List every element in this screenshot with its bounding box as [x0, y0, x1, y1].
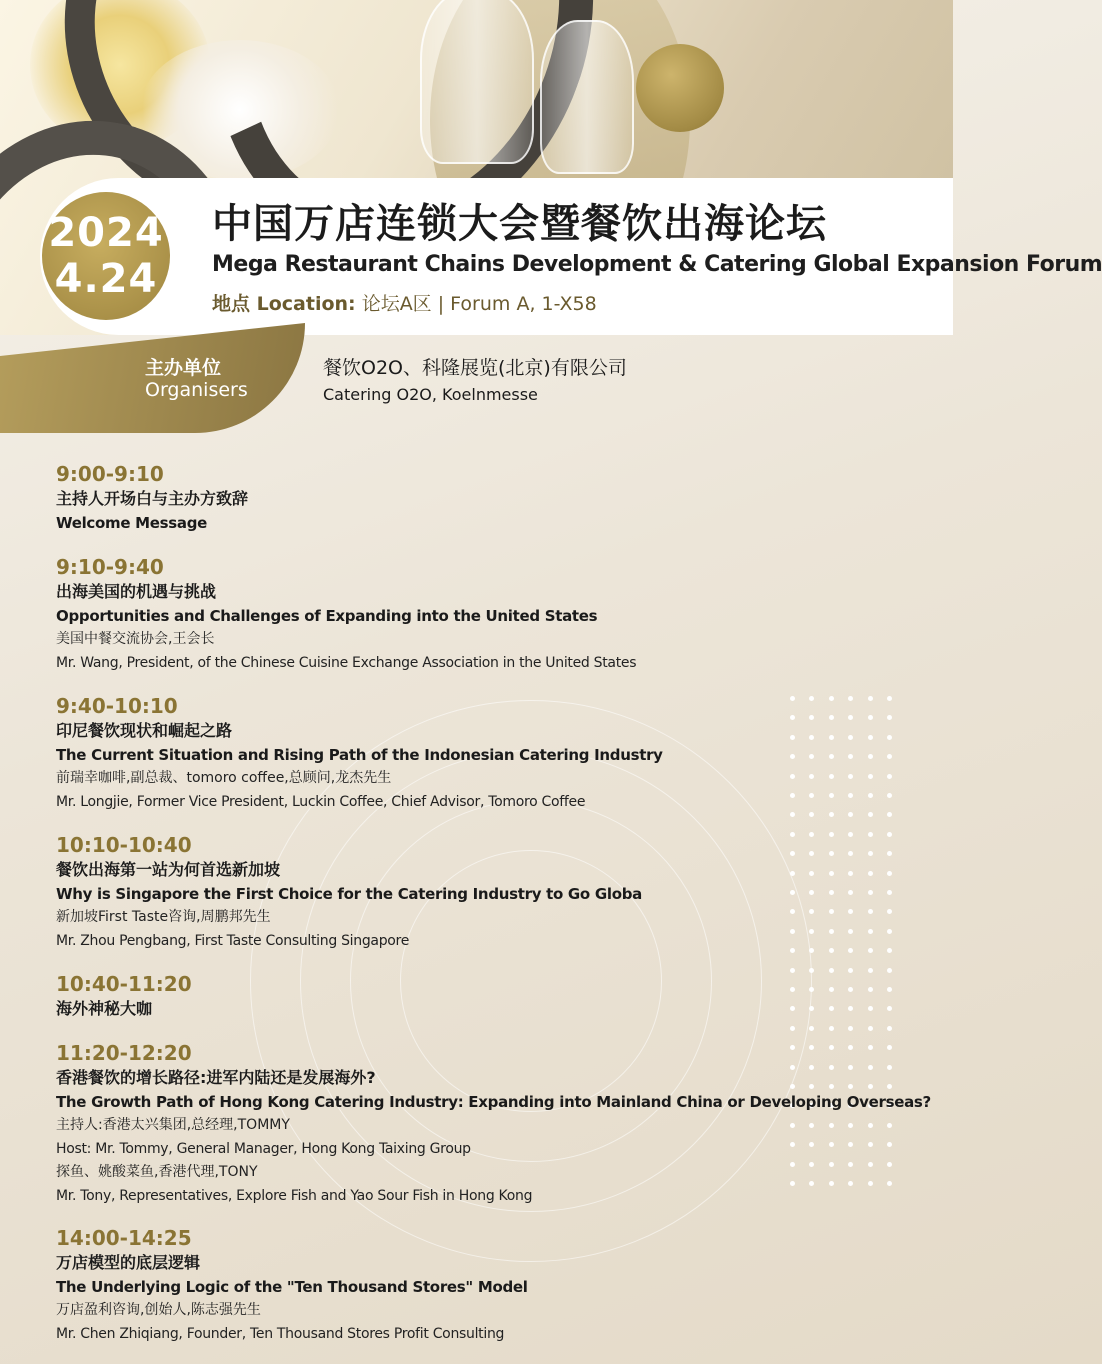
decorative-dot	[887, 1026, 892, 1031]
agenda-title-cn: 餐饮出海第一站为何首选新加坡	[56, 860, 281, 879]
agenda-title-cn: 主持人开场白与主办方致辞	[56, 489, 249, 508]
agenda-title-en: Welcome Message	[56, 514, 208, 532]
agenda-item	[56, 462, 916, 535]
agenda-title-en: Why is Singapore the First Choice for the Catering Industry to Go Globa	[56, 885, 642, 903]
agenda-title-cn: 万店模型的底层逻辑	[56, 1253, 201, 1272]
agenda-time: 9:10-9:40	[56, 555, 164, 579]
agenda-time: 14:00-14:25	[56, 1226, 192, 1250]
agenda-time: 9:00-9:10	[56, 462, 164, 486]
decorative-dot	[868, 1026, 873, 1031]
host-cn: 主持人:香港太兴集团,总经理,TOMMY	[56, 1117, 290, 1133]
gold-disc-decoration	[636, 44, 724, 132]
agenda-time: 10:10-10:40	[56, 833, 192, 857]
date-year: 2024	[48, 210, 164, 256]
organiser-name-en: Catering O2O, Koelnmesse	[323, 385, 538, 404]
agenda-item	[56, 1226, 916, 1346]
speaker-en: Mr. Zhou Pengbang, First Taste Consulting Singapore	[56, 933, 410, 949]
agenda-title-cn: 出海美国的机遇与挑战	[56, 582, 217, 601]
agenda-item	[56, 833, 916, 953]
organiser-label-en: Organisers	[145, 379, 248, 401]
agenda-title-en: The Underlying Logic of the "Ten Thousand Stores" Model	[56, 1278, 528, 1296]
speaker-cn: 探鱼、姚酸菜鱼,香港代理,TONY	[56, 1164, 258, 1180]
speaker-en: Mr. Wang, President, of the Chinese Cuisine Exchange Association in the United States	[56, 655, 637, 671]
event-title-cn: 中国万店连锁大会暨餐饮出海论坛	[212, 201, 827, 247]
location-value: 论坛A区 | Forum A, 1-X58	[361, 293, 597, 315]
speaker-en: Mr. Longjie, Former Vice President, Luckin Coffee, Chief Advisor, Tomoro Coffee	[56, 794, 586, 810]
agenda-title-cn: 印尼餐饮现状和崛起之路	[56, 721, 233, 740]
agenda-item	[56, 694, 916, 814]
date-month-day: 4.24	[54, 256, 158, 302]
decorative-dot	[790, 1026, 795, 1031]
date-badge	[42, 192, 170, 320]
decorative-dot	[848, 1026, 853, 1031]
agenda-title-en: The Growth Path of Hong Kong Catering Industry: Expanding into Mainland China or Developing Overseas?	[56, 1093, 931, 1111]
speaker-cn: 前瑞幸咖啡,副总裁、tomoro coffee,总顾问,龙杰先生	[56, 770, 392, 786]
agenda-item	[56, 972, 916, 1021]
agenda-time: 9:40-10:10	[56, 694, 178, 718]
wine-glass-decoration	[420, 0, 534, 164]
speaker-cn: 美国中餐交流协会,王会长	[56, 631, 215, 647]
agenda-title-en: Opportunities and Challenges of Expanding into the United States	[56, 607, 598, 625]
agenda-title-cn: 海外神秘大咖	[56, 999, 153, 1018]
speaker-en: Mr. Chen Zhiqiang, Founder, Ten Thousand Stores Profit Consulting	[56, 1326, 505, 1342]
location-label: 地点 Location:	[212, 293, 356, 315]
agenda-item	[56, 555, 916, 675]
organiser-name-cn: 餐饮O2O、科隆展览(北京)有限公司	[323, 357, 627, 379]
speaker-cn: 万店盈利咨询,创始人,陈志强先生	[56, 1302, 261, 1318]
wine-glass-decoration	[540, 20, 634, 174]
speaker-en: Mr. Tony, Representatives, Explore Fish and Yao Sour Fish in Hong Kong	[56, 1188, 533, 1204]
agenda-item	[56, 1041, 931, 1208]
event-location	[212, 289, 597, 316]
decorative-dot	[829, 1026, 834, 1031]
agenda-title-en: The Current Situation and Rising Path of the Indonesian Catering Industry	[56, 746, 663, 764]
agenda-time: 11:20-12:20	[56, 1041, 192, 1065]
decorative-dot	[809, 1026, 814, 1031]
speaker-cn: 新加坡First Taste咨询,周鹏邦先生	[56, 909, 271, 925]
organiser-label-cn: 主办单位	[145, 357, 222, 379]
event-title-en: Mega Restaurant Chains Development & Catering Global Expansion Forum	[212, 252, 1102, 277]
agenda-title-cn: 香港餐饮的增长路径:进军内陆还是发展海外?	[56, 1068, 376, 1087]
host-en: Host: Mr. Tommy, General Manager, Hong Kong Taixing Group	[56, 1141, 471, 1157]
agenda-time: 10:40-11:20	[56, 972, 192, 996]
